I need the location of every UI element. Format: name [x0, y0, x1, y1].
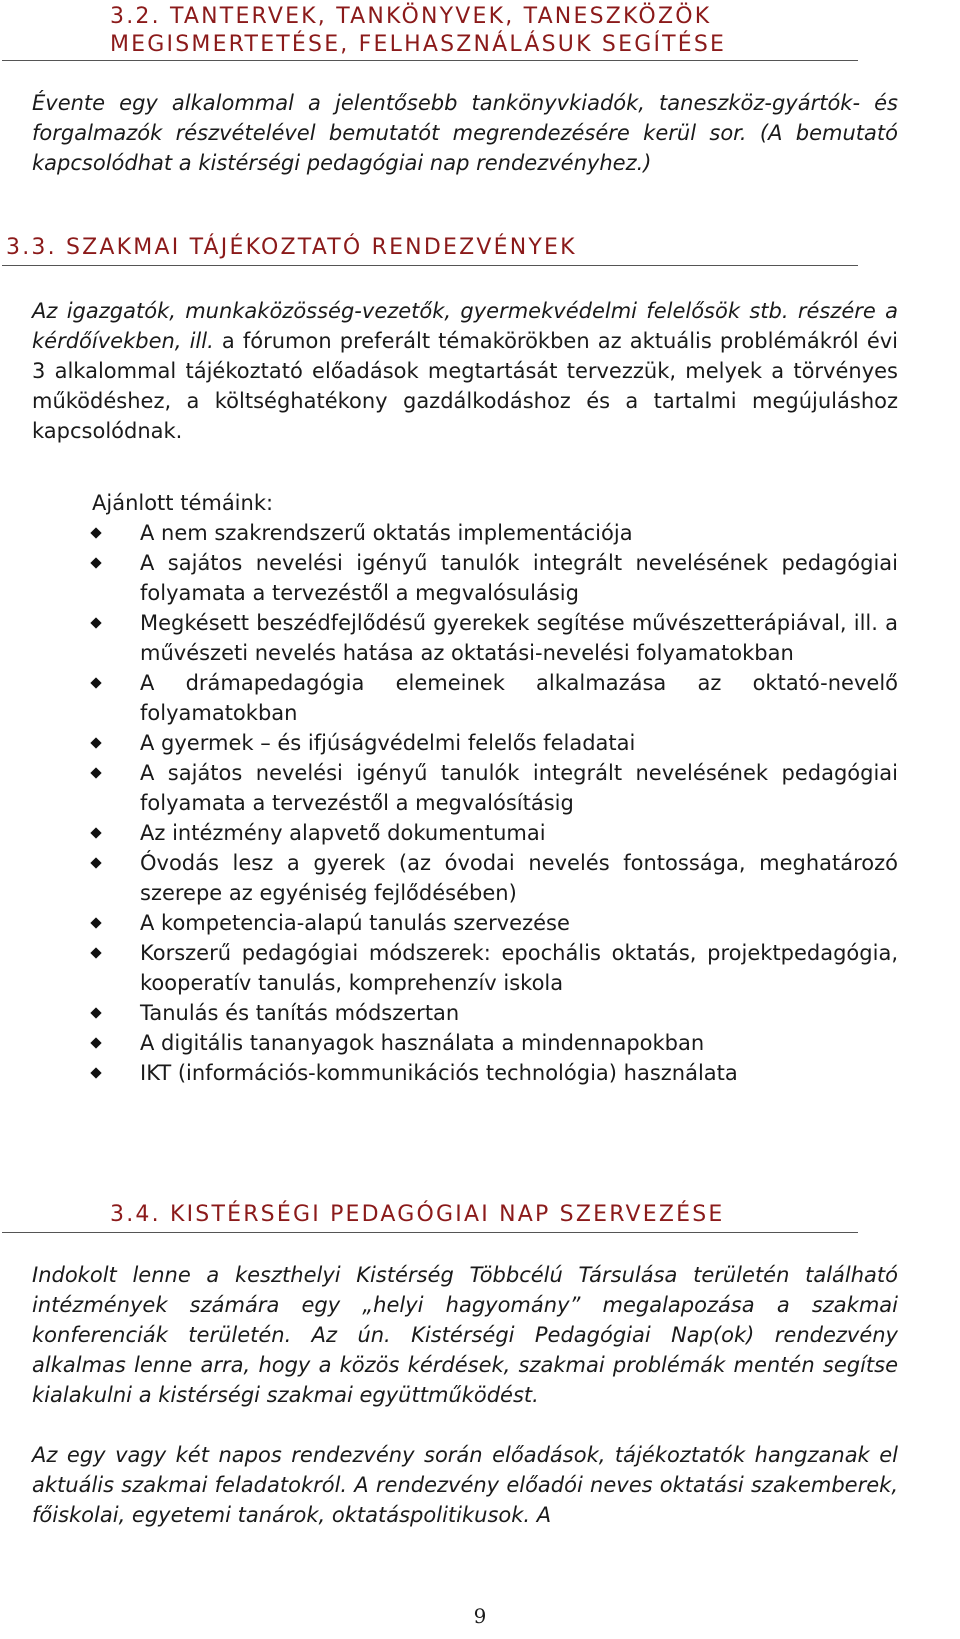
list-item	[92, 548, 898, 608]
page-number: 9	[473, 1604, 487, 1628]
section-33-rule	[2, 265, 858, 266]
section-34-rule	[2, 1232, 858, 1233]
topic-text: A gyermek – és ifjúságvédelmi felelős feladatai	[140, 731, 636, 755]
diamond-bullet-icon	[90, 617, 101, 628]
list-item	[92, 1058, 898, 1088]
list-item	[92, 1028, 898, 1058]
diamond-bullet-icon	[90, 737, 101, 748]
list-item	[92, 668, 898, 728]
topic-text: IKT (információs-kommunikációs technológia) használata	[140, 1061, 738, 1085]
diamond-bullet-icon	[90, 557, 101, 568]
topic-text: A drámapedagógia elemeinek alkalmazása az oktató-nevelő folyamatokban	[140, 671, 898, 725]
list-item	[92, 608, 898, 668]
topic-text: A digitális tananyagok használata a mindennapokban	[140, 1031, 705, 1055]
diamond-bullet-icon	[90, 827, 101, 838]
section-32-heading-line1: 3.2. TANTERVEK, TANKÖNYVEK, TANESZKÖZÖK	[110, 4, 712, 29]
list-item	[92, 908, 898, 938]
topic-text: Az intézmény alapvető dokumentumai	[140, 821, 546, 845]
list-item	[92, 938, 898, 998]
list-item	[92, 848, 898, 908]
topic-text: A sajátos nevelési igényű tanulók integrált nevelésének pedagógiai folyamata a tervezéstől a megvalósulásig	[140, 551, 898, 605]
list-item	[92, 818, 898, 848]
topic-text: Tanulás és tanítás módszertan	[140, 1001, 460, 1025]
diamond-bullet-icon	[90, 1067, 101, 1078]
topic-text: A kompetencia-alapú tanulás szervezése	[140, 911, 570, 935]
topic-list	[92, 518, 898, 1088]
topic-text: Megkésett beszédfejlődésű gyerekek segítése művészetterápiával, ill. a művészeti nevelés hatása az oktatási-nevelési folyamatokban	[140, 611, 898, 665]
section-34-paragraph-1: Indokolt lenne a keszthelyi Kistérség Többcélú Társulása területén található intézmények számára egy „helyi hagyomány” megalapozása a szakmai konferenciák területén. Az ún. Kistérségi Pedagógiai Nap(ok) rendezvény alkalmas lenne arra, hogy a közös kérdések, szakmai problémák mentén segítse kialakulni a kistérségi szakmai együttműködést.	[32, 1263, 898, 1407]
topic-text: Óvodás lesz a gyerek (az óvodai nevelés fontossága, meghatározó szerepe az egyéniség fejlődésében)	[140, 851, 898, 905]
section-32-paragraph: Évente egy alkalommal a jelentősebb tankönyvkiadók, taneszköz-gyártók- és forgalmazók részvételével bemutatót megrendezésére kerül sor. (A bemutató kapcsolódhat a kistérségi pedagógiai nap rendezvényhez.)	[32, 91, 898, 175]
diamond-bullet-icon	[90, 767, 101, 778]
diamond-bullet-icon	[90, 677, 101, 688]
topic-text: A sajátos nevelési igényű tanulók integrált nevelésének pedagógiai folyamata a tervezéstől a megvalósításig	[140, 761, 898, 815]
list-item	[92, 998, 898, 1028]
list-item	[92, 518, 898, 548]
topic-text: Korszerű pedagógiai módszerek: epochális oktatás, projektpedagógia, kooperatív tanulás, komprehenzív iskola	[140, 941, 898, 995]
topic-text: A nem szakrendszerű oktatás implementációja	[140, 521, 633, 545]
diamond-bullet-icon	[90, 857, 101, 868]
section-33-heading: 3.3. SZAKMAI TÁJÉKOZTATÓ RENDEZVÉNYEK	[6, 235, 577, 260]
diamond-bullet-icon	[90, 527, 101, 538]
section-32-heading-line2: MEGISMERTETÉSE, FELHASZNÁLÁSUK SEGÍTÉSE	[110, 32, 727, 57]
section-32-rule	[2, 60, 858, 61]
section-33-paragraph	[32, 296, 898, 446]
section-33-paragraph-rest: a fórumon preferált témakörökben az aktuális problémákról évi 3 alkalommal tájékoztató előadások megtartását tervezzük, melyek a törvényes működéshez, a költséghatékony gazdálkodáshoz és a tartalmi megújuláshoz kapcsolódnak.	[32, 329, 898, 443]
diamond-bullet-icon	[90, 1007, 101, 1018]
section-34-paragraph-2: Az egy vagy két napos rendezvény során előadások, tájékoztatók hangzanak el aktuális szakmai feladatokról. A rendezvény előadói neves oktatási szakemberek, főiskolai, egyetemi tanárok, oktatáspolitikusok. A	[32, 1443, 898, 1527]
diamond-bullet-icon	[90, 947, 101, 958]
section-33-paragraph-italic: Az igazgatók, munkaközösség-vezetők, gyermekvédelmi felelősök stb. részére a kérdőívekben, ill.	[32, 299, 898, 353]
topics-label: Ajánlott témáink:	[92, 491, 274, 515]
diamond-bullet-icon	[90, 1037, 101, 1048]
list-item	[92, 728, 898, 758]
diamond-bullet-icon	[90, 917, 101, 928]
list-item	[92, 758, 898, 818]
section-34-heading: 3.4. KISTÉRSÉGI PEDAGÓGIAI NAP SZERVEZÉSE	[110, 1202, 725, 1227]
